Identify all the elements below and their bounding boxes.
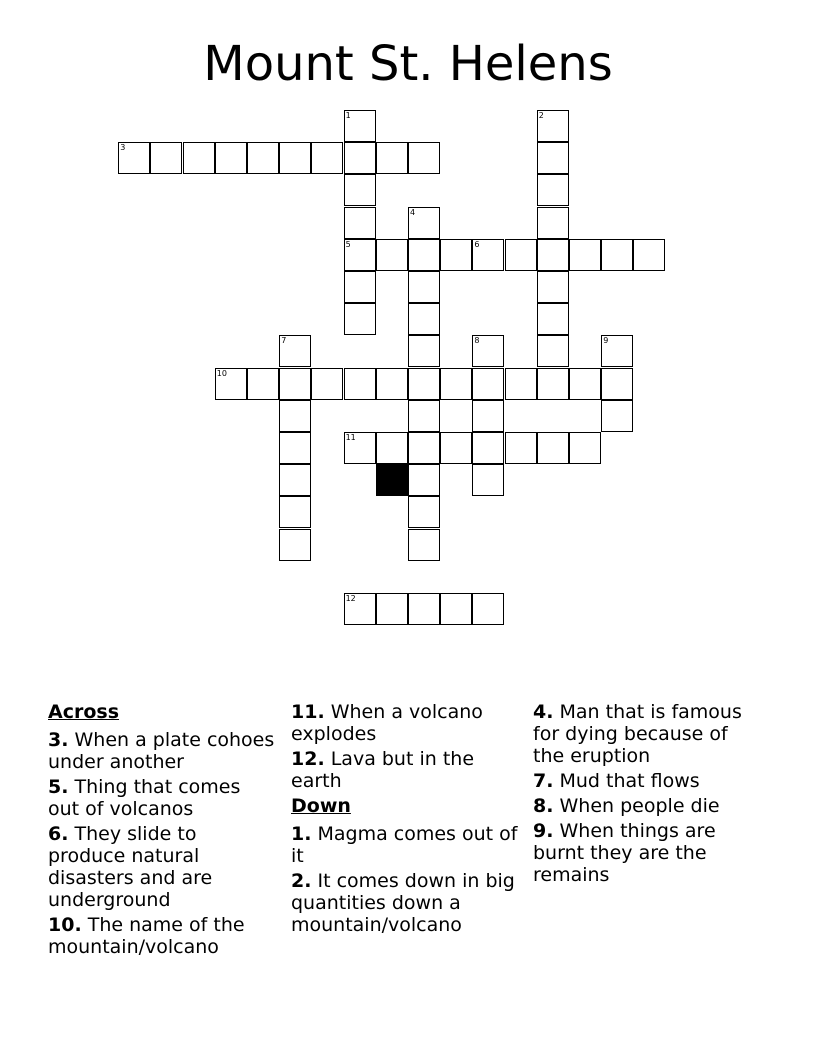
clue-number: 3. bbox=[48, 729, 69, 751]
clue-number: 5. bbox=[48, 776, 69, 798]
grid-cell[interactable] bbox=[408, 496, 440, 528]
grid-cell[interactable] bbox=[376, 368, 408, 400]
grid-cell[interactable] bbox=[408, 303, 440, 335]
grid-cell[interactable] bbox=[344, 110, 376, 142]
grid-cell[interactable] bbox=[344, 239, 376, 271]
grid-cell[interactable] bbox=[537, 207, 569, 239]
grid-cell[interactable] bbox=[537, 335, 569, 367]
grid-cell[interactable] bbox=[344, 271, 376, 303]
clue-across-11 bbox=[291, 701, 519, 745]
clue-number: 7. bbox=[533, 770, 554, 792]
grid-cell[interactable] bbox=[279, 142, 311, 174]
clue-text: When things are burnt they are the remains bbox=[533, 820, 716, 886]
cell-number: 12 bbox=[345, 594, 356, 603]
grid-cell[interactable] bbox=[279, 400, 311, 432]
grid-cell[interactable] bbox=[408, 207, 440, 239]
grid-cell[interactable] bbox=[376, 142, 408, 174]
clue-down-8 bbox=[533, 795, 761, 817]
grid-cell[interactable] bbox=[408, 142, 440, 174]
grid-cell[interactable] bbox=[537, 303, 569, 335]
grid-cell[interactable] bbox=[215, 368, 247, 400]
black-square bbox=[376, 464, 408, 496]
cell-number: 7 bbox=[281, 336, 287, 346]
grid-cell[interactable] bbox=[633, 239, 665, 271]
grid-cell[interactable] bbox=[601, 335, 633, 367]
clue-across-5 bbox=[48, 776, 276, 820]
grid-cell[interactable] bbox=[279, 368, 311, 400]
grid-cell[interactable] bbox=[376, 239, 408, 271]
clue-down-1 bbox=[291, 823, 519, 867]
cell-number: 1 bbox=[345, 111, 351, 120]
clue-number: 1. bbox=[291, 823, 312, 845]
cell-number: 11 bbox=[345, 433, 356, 442]
clue-down-4 bbox=[533, 701, 761, 767]
clue-number: 8. bbox=[533, 795, 554, 817]
grid-cell[interactable] bbox=[279, 432, 311, 464]
clue-number: 12. bbox=[291, 748, 325, 770]
page-title: Mount St. Helens bbox=[203, 36, 613, 92]
grid-cell[interactable] bbox=[569, 239, 601, 271]
grid-cell[interactable] bbox=[408, 239, 440, 271]
clue-number: 9. bbox=[533, 820, 554, 842]
grid-cell[interactable] bbox=[311, 368, 343, 400]
grid-cell[interactable] bbox=[472, 239, 504, 271]
grid-cell[interactable] bbox=[601, 368, 633, 400]
cell-number: 9 bbox=[603, 336, 609, 346]
grid-cell[interactable] bbox=[344, 593, 376, 625]
cell-number: 6 bbox=[474, 239, 480, 249]
clue-number: 2. bbox=[291, 870, 312, 892]
grid-cell[interactable] bbox=[344, 303, 376, 335]
grid-cell[interactable] bbox=[408, 335, 440, 367]
clue-across-6 bbox=[48, 823, 276, 911]
grid-cell[interactable] bbox=[118, 142, 150, 174]
clue-column-3 bbox=[533, 701, 761, 889]
grid-cell[interactable] bbox=[311, 142, 343, 174]
grid-cell[interactable] bbox=[537, 142, 569, 174]
grid-cell[interactable] bbox=[537, 110, 569, 142]
grid-cell[interactable] bbox=[601, 400, 633, 432]
grid-cell[interactable] bbox=[472, 432, 504, 464]
grid-cell[interactable] bbox=[279, 529, 311, 561]
grid-cell[interactable] bbox=[537, 368, 569, 400]
grid-cell[interactable] bbox=[408, 400, 440, 432]
grid-cell[interactable] bbox=[569, 432, 601, 464]
grid-cell[interactable] bbox=[247, 368, 279, 400]
grid-cell[interactable] bbox=[344, 174, 376, 206]
grid-cell[interactable] bbox=[505, 368, 537, 400]
grid-cell[interactable] bbox=[537, 271, 569, 303]
grid-cell[interactable] bbox=[537, 239, 569, 271]
clue-across-10 bbox=[48, 914, 276, 958]
grid-cell[interactable] bbox=[150, 142, 182, 174]
cell-number: 2 bbox=[538, 111, 544, 120]
grid-cell[interactable] bbox=[344, 368, 376, 400]
clue-down-9 bbox=[533, 820, 761, 886]
clue-column-2 bbox=[291, 701, 519, 939]
grid-cell[interactable] bbox=[279, 335, 311, 367]
grid-cell[interactable] bbox=[408, 529, 440, 561]
grid-cell[interactable] bbox=[279, 496, 311, 528]
grid-cell[interactable] bbox=[472, 464, 504, 496]
cell-number: 3 bbox=[120, 143, 126, 153]
clue-text: When a plate cohoes under another bbox=[48, 729, 275, 773]
grid-cell[interactable] bbox=[183, 142, 215, 174]
clue-text: Magma comes out of it bbox=[291, 823, 518, 867]
grid-cell[interactable] bbox=[215, 142, 247, 174]
grid-cell[interactable] bbox=[440, 593, 472, 625]
grid-cell[interactable] bbox=[440, 368, 472, 400]
grid-cell[interactable] bbox=[472, 593, 504, 625]
grid-cell[interactable] bbox=[537, 432, 569, 464]
clue-text: Lava but in the earth bbox=[291, 748, 475, 792]
grid-cell[interactable] bbox=[505, 432, 537, 464]
clue-text: The name of the mountain/volcano bbox=[48, 914, 245, 958]
clue-text: Man that is famous for dying because of the eruption bbox=[533, 701, 742, 767]
down-heading: Down bbox=[291, 795, 351, 817]
cell-number: 8 bbox=[474, 336, 480, 346]
clue-number: 11. bbox=[291, 701, 325, 723]
grid-cell[interactable] bbox=[408, 271, 440, 303]
grid-cell[interactable] bbox=[344, 432, 376, 464]
across-heading: Across bbox=[48, 701, 120, 723]
clue-number: 4. bbox=[533, 701, 554, 723]
grid-cell[interactable] bbox=[440, 239, 472, 271]
clue-text: When people die bbox=[559, 795, 720, 817]
clue-column-1 bbox=[48, 701, 276, 961]
clue-across-12 bbox=[291, 748, 519, 792]
clue-number: 6. bbox=[48, 823, 69, 845]
cell-number: 4 bbox=[410, 207, 416, 217]
grid-cell[interactable] bbox=[472, 335, 504, 367]
clue-text: When a volcano explodes bbox=[291, 701, 483, 745]
clue-number: 10. bbox=[48, 914, 82, 936]
clue-across-3 bbox=[48, 729, 276, 773]
clue-text: They slide to produce natural disasters and are underground bbox=[48, 823, 213, 911]
grid-cell[interactable] bbox=[408, 368, 440, 400]
grid-cell[interactable] bbox=[247, 142, 279, 174]
grid-cell[interactable] bbox=[601, 239, 633, 271]
cell-number: 10 bbox=[216, 368, 227, 378]
grid-cell[interactable] bbox=[472, 400, 504, 432]
grid-cell[interactable] bbox=[408, 464, 440, 496]
grid-cell[interactable] bbox=[569, 368, 601, 400]
clue-text: Mud that flows bbox=[559, 770, 700, 792]
grid-cell[interactable] bbox=[408, 432, 440, 464]
grid-cell[interactable] bbox=[376, 432, 408, 464]
clue-text: Thing that comes out of volcanos bbox=[48, 776, 241, 820]
clue-down-7 bbox=[533, 770, 761, 792]
clue-down-2 bbox=[291, 870, 519, 936]
cell-number: 5 bbox=[345, 239, 351, 249]
grid-cell[interactable] bbox=[279, 464, 311, 496]
grid-cell[interactable] bbox=[537, 174, 569, 206]
grid-cell[interactable] bbox=[505, 239, 537, 271]
grid-cell[interactable] bbox=[344, 142, 376, 174]
grid-cell[interactable] bbox=[472, 368, 504, 400]
grid-cell[interactable] bbox=[440, 432, 472, 464]
grid-cell[interactable] bbox=[408, 593, 440, 625]
grid-cell[interactable] bbox=[344, 207, 376, 239]
clue-text: It comes down in big quantities down a mountain/volcano bbox=[291, 870, 515, 936]
grid-cell[interactable] bbox=[376, 593, 408, 625]
